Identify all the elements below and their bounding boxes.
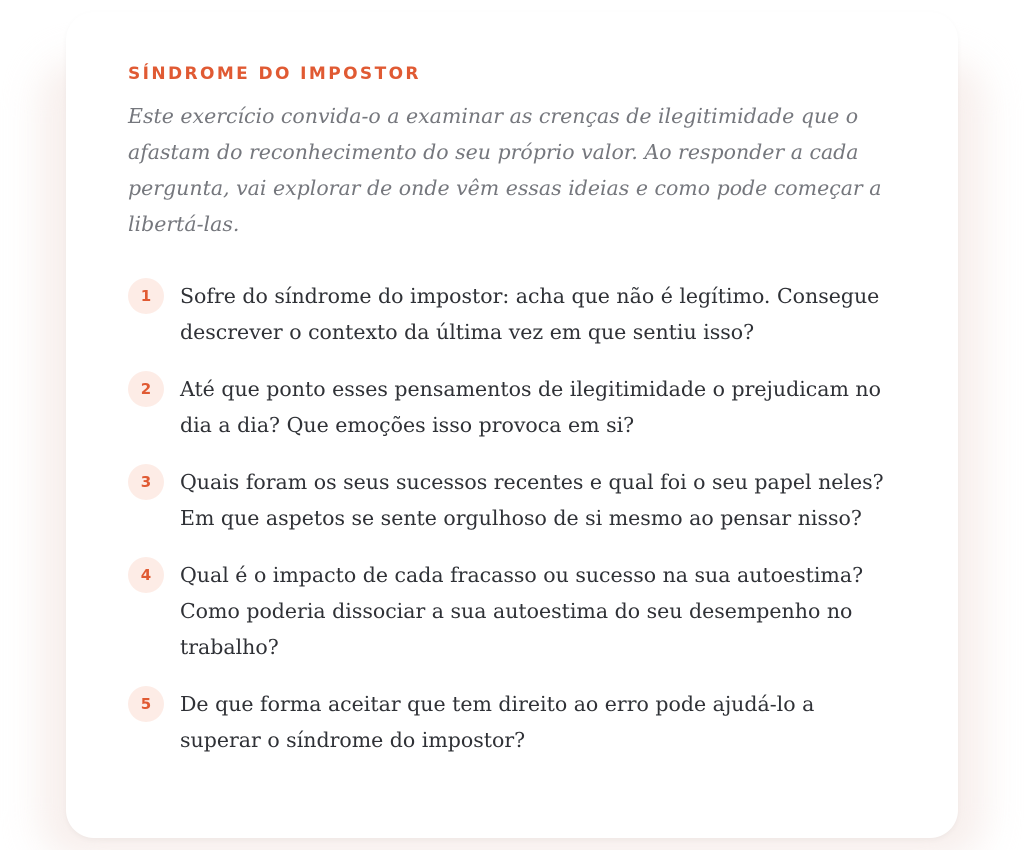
question-item xyxy=(128,464,898,536)
question-text: De que forma aceitar que tem direito ao erro pode ajudá-lo a superar o síndrome do impostor? xyxy=(180,692,815,752)
exercise-title: SÍNDROME DO IMPOSTOR xyxy=(128,64,421,84)
question-number-badge: 5 xyxy=(128,686,164,722)
question-number-badge: 4 xyxy=(128,557,164,593)
exercise-card xyxy=(66,12,958,838)
exercise-intro: Este exercício convida-o a examinar as crenças de ilegitimidade que o afastam do reconhecimento do seu próprio valor. Ao responder a cada pergunta, vai explorar de onde vêm essas ideias e como pode começar a libertá-las. xyxy=(128,104,882,236)
question-text: Sofre do síndrome do impostor: acha que não é legítimo. Consegue descrever o contexto da última vez em que sentiu isso? xyxy=(180,284,880,344)
question-item xyxy=(128,686,898,758)
question-list xyxy=(128,278,898,758)
question-text: Até que ponto esses pensamentos de ilegitimidade o prejudicam no dia a dia? Que emoções isso provoca em si? xyxy=(180,377,881,437)
question-number-badge: 1 xyxy=(128,278,164,314)
question-item xyxy=(128,557,898,665)
question-number-badge: 2 xyxy=(128,371,164,407)
question-text: Qual é o impacto de cada fracasso ou sucesso na sua autoestima? Como poderia dissociar a sua autoestima do seu desempenho no trabalho? xyxy=(180,563,864,659)
question-item xyxy=(128,278,898,350)
question-item xyxy=(128,371,898,443)
question-number-badge: 3 xyxy=(128,464,164,500)
question-text: Quais foram os seus sucessos recentes e qual foi o seu papel neles? Em que aspetos se sente orgulhoso de si mesmo ao pensar nisso? xyxy=(180,470,884,530)
